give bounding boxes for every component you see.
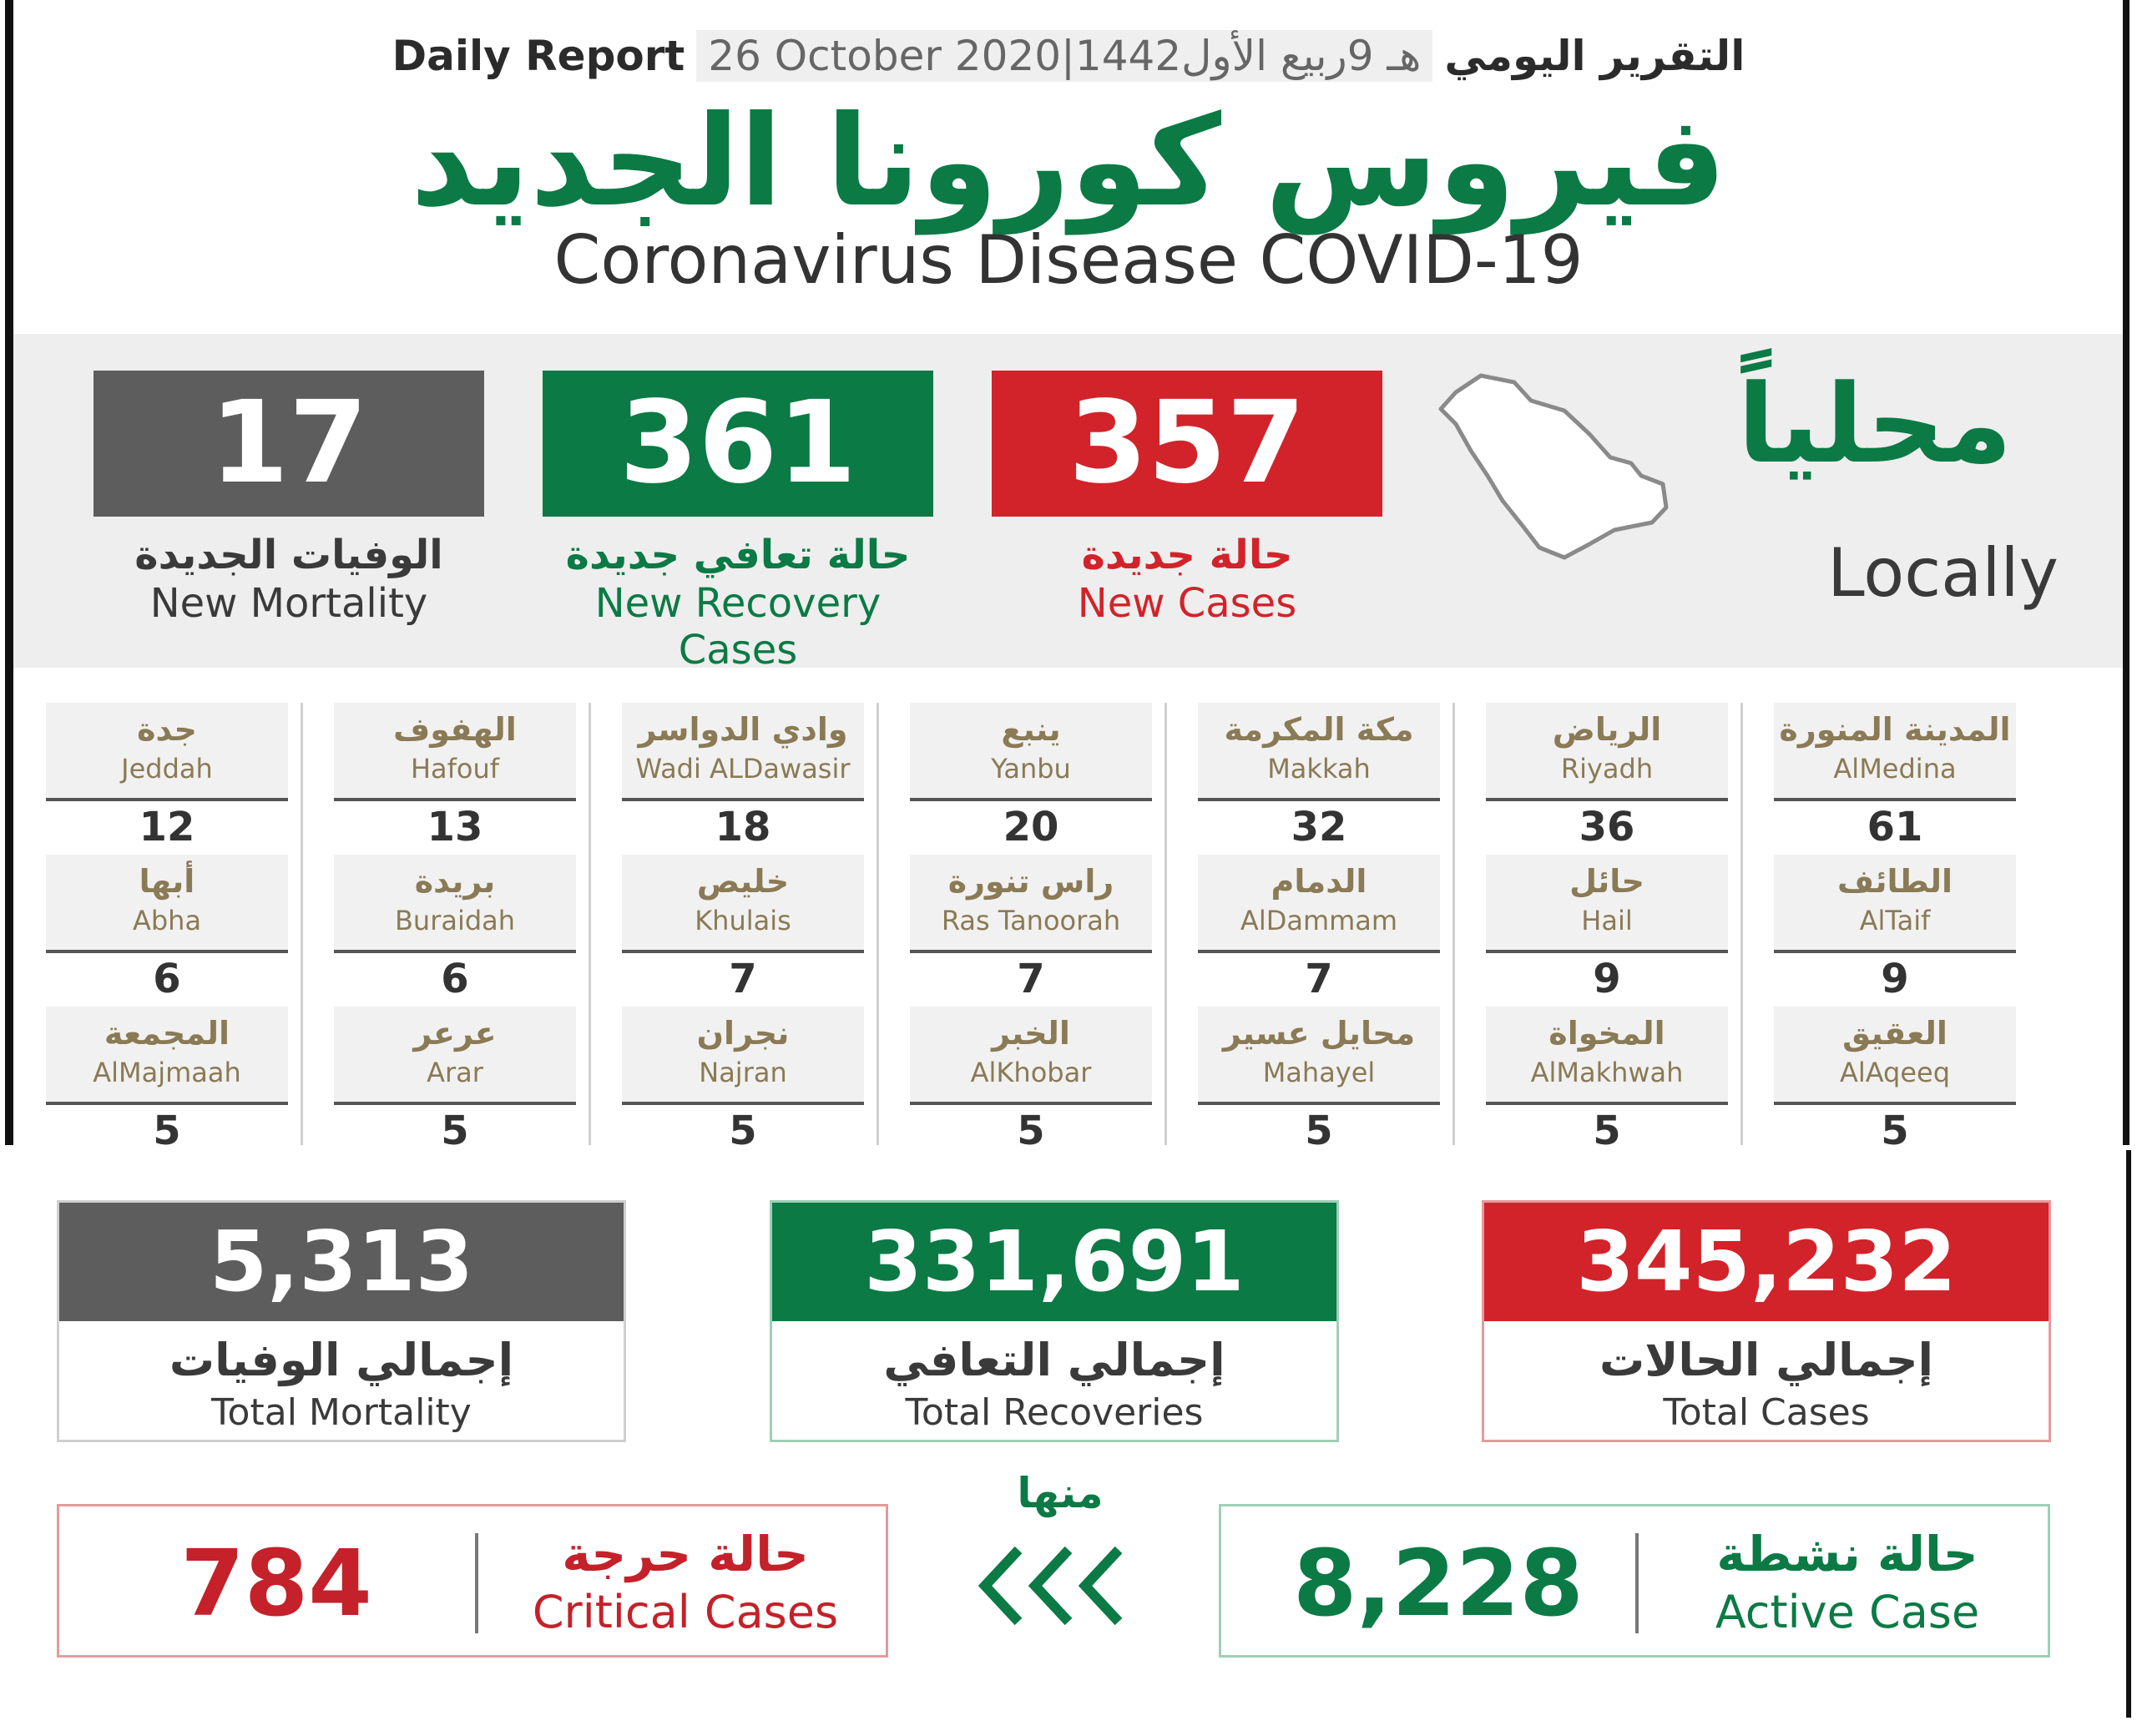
city-cell: [1486, 855, 1728, 1007]
grid-column-divider: [589, 703, 591, 1145]
daily-report-en: Daily Report: [392, 32, 685, 80]
city-name-en: Buraidah: [394, 905, 516, 936]
new-cases-value: 357: [992, 371, 1382, 517]
city-name-en: Makkah: [1267, 753, 1371, 785]
total-cases-label-ar: إجمالي الحالات: [1599, 1334, 1934, 1386]
triple-chevron-left-icon: [968, 1540, 1152, 1632]
city-name-box: [1486, 1007, 1728, 1105]
active-cases-card: [1219, 1504, 2050, 1658]
critical-cases-value: 784: [180, 1530, 372, 1637]
city-name-ar: المجمعة: [104, 1015, 230, 1052]
city-cell: [46, 703, 288, 855]
city-cell: [622, 1007, 864, 1145]
city-name-box: [910, 703, 1152, 801]
new-mortality-value: 17: [93, 371, 484, 517]
total-recoveries-value: 331,691: [772, 1203, 1336, 1321]
city-cell: [910, 1007, 1152, 1145]
city-cell: [622, 703, 864, 855]
city-cell: [1486, 1007, 1728, 1145]
locally-label-en: Locally: [1827, 534, 2059, 612]
city-name-en: AlAqeeq: [1839, 1057, 1951, 1088]
city-name-ar: المخواة: [1548, 1015, 1665, 1052]
total-cases-label-en: Total Cases: [1663, 1391, 1870, 1434]
grid-column-divider: [1452, 703, 1455, 1145]
city-name-box: [1486, 703, 1728, 801]
saudi-arabia-map-icon: [1422, 359, 1681, 576]
total-mortality-card: [57, 1200, 626, 1442]
active-cases-label-ar: حالة نشطة: [1716, 1526, 1978, 1582]
city-name-ar: حائل: [1569, 863, 1644, 900]
city-cell: [1198, 1007, 1440, 1145]
city-name-box: [1198, 703, 1440, 801]
city-case-count: 5: [1881, 1108, 1909, 1145]
city-name-box: [46, 855, 288, 953]
critical-cases-label-en: Critical Cases: [532, 1586, 839, 1638]
frame-line-right-lower: [2126, 1150, 2131, 1718]
city-name-box: [334, 855, 576, 953]
city-name-en: Hafouf: [410, 753, 500, 785]
total-cases-value: 345,232: [1484, 1203, 2049, 1321]
city-name-en: AlMajmaah: [93, 1057, 241, 1088]
city-case-count: 6: [441, 956, 469, 1002]
city-name-en: AlMedina: [1833, 753, 1957, 785]
city-name-box: [1774, 1007, 2016, 1105]
city-name-box: [1198, 855, 1440, 953]
city-name-ar: الرياض: [1552, 711, 1662, 748]
city-case-count: 5: [1593, 1108, 1621, 1145]
city-cell: [1774, 1007, 2016, 1145]
city-name-en: Mahayel: [1262, 1057, 1376, 1088]
city-cell: [46, 855, 288, 1007]
city-name-box: [1486, 855, 1728, 953]
city-name-en: Ras Tanoorah: [941, 905, 1121, 936]
city-name-ar: بريدة: [414, 863, 496, 900]
city-name-box: [1774, 855, 2016, 953]
of-which-label: منها: [1017, 1469, 1104, 1517]
grid-column-divider: [301, 703, 303, 1145]
new-cases-label-ar: حالة جديدة: [1081, 532, 1293, 578]
city-case-count: 18: [715, 804, 771, 850]
new-cases-label-en: New Cases: [1077, 580, 1297, 627]
critical-divider: [475, 1533, 478, 1633]
city-name-box: [622, 703, 864, 801]
city-name-ar: مكة المكرمة: [1224, 711, 1414, 748]
city-case-count: 7: [729, 956, 757, 1002]
new-recovery-value: 361: [543, 371, 933, 517]
city-name-en: AlMakhwah: [1530, 1057, 1684, 1088]
city-case-count: 20: [1003, 804, 1059, 850]
active-cases-label: [1672, 1523, 2023, 1640]
city-case-count: 9: [1881, 956, 1909, 1002]
city-name-en: Yanbu: [991, 753, 1071, 785]
active-cases-label-en: Active Case: [1715, 1586, 1980, 1638]
city-case-count: 6: [153, 956, 181, 1002]
city-case-count: 61: [1867, 804, 1923, 850]
grid-column-divider: [877, 703, 879, 1145]
report-header: [0, 30, 2137, 97]
new-cases-card: [992, 371, 1382, 627]
city-name-en: Jeddah: [121, 753, 213, 785]
total-recoveries-label-en: Total Recoveries: [905, 1391, 1204, 1434]
city-case-count: 32: [1291, 804, 1347, 850]
city-name-ar: الهفوف: [393, 711, 517, 748]
city-cell: [1486, 703, 1728, 855]
city-name-ar: المدينة المنورة: [1779, 711, 2011, 748]
total-cases-card: [1482, 1200, 2051, 1442]
city-name-box: [46, 1007, 288, 1105]
city-name-ar: محايل عسير: [1222, 1015, 1416, 1052]
city-name-box: [334, 703, 576, 801]
city-name-box: [622, 1007, 864, 1105]
city-name-en: Arar: [427, 1057, 483, 1088]
grid-column-divider: [1740, 703, 1743, 1145]
city-name-box: [46, 703, 288, 801]
city-case-count: 7: [1017, 956, 1045, 1002]
new-recovery-label-en: New Recovery Cases: [594, 580, 882, 674]
city-case-count: 13: [427, 804, 483, 850]
city-cell: [1774, 703, 2016, 855]
daily-report-ar: التقرير اليومي: [1444, 32, 1745, 80]
city-name-box: [1774, 703, 2016, 801]
new-recovery-card: [543, 371, 933, 674]
city-name-ar: راس تنورة: [947, 863, 1114, 900]
new-mortality-card: [93, 371, 484, 627]
city-cases-grid: [33, 703, 2104, 1145]
new-mortality-label-ar: الوفيات الجديدة: [134, 532, 443, 578]
city-name-ar: خليص: [696, 863, 790, 900]
city-name-en: AlTaif: [1859, 905, 1931, 936]
city-name-box: [1198, 1007, 1440, 1105]
city-name-box: [910, 855, 1152, 953]
city-case-count: 5: [1305, 1108, 1333, 1145]
city-case-count: 7: [1305, 956, 1333, 1002]
city-cell: [1198, 703, 1440, 855]
city-cell: [910, 703, 1152, 855]
new-mortality-label-en: New Mortality: [149, 580, 428, 627]
critical-cases-label: [510, 1523, 861, 1640]
locally-label-ar: محلياً: [1737, 361, 2013, 487]
city-name-en: Khulais: [695, 905, 791, 936]
city-name-ar: العقيق: [1842, 1015, 1948, 1052]
city-case-count: 12: [139, 804, 195, 850]
city-name-ar: ينبع: [1001, 711, 1061, 748]
city-name-ar: الخبر: [992, 1015, 1070, 1052]
city-cell: [622, 855, 864, 1007]
city-cell: [46, 1007, 288, 1145]
city-name-en: AlDammam: [1240, 905, 1398, 936]
city-name-ar: وادي الدواسر: [638, 711, 848, 748]
city-cell: [1774, 855, 2016, 1007]
city-name-en: Wadi ALDawasir: [635, 753, 851, 785]
city-case-count: 5: [441, 1108, 469, 1145]
city-name-en: AlKhobar: [970, 1057, 1092, 1088]
report-date: 26 October 2020|1442هـ 9ربيع الأول: [696, 30, 1432, 82]
critical-cases-card: [57, 1504, 888, 1658]
total-recoveries-card: [770, 1200, 1339, 1442]
total-recoveries-label-ar: إجمالي التعافي: [883, 1334, 1225, 1386]
city-case-count: 9: [1593, 956, 1621, 1002]
city-name-en: Najran: [699, 1057, 787, 1088]
locally-section: [13, 334, 2123, 674]
city-name-box: [334, 1007, 576, 1105]
new-recovery-label-ar: حالة تعافي جديدة: [565, 532, 911, 578]
active-divider: [1635, 1533, 1639, 1633]
city-cell: [334, 1007, 576, 1145]
city-name-ar: عرعر: [413, 1015, 497, 1052]
city-cell: [334, 855, 576, 1007]
city-cell: [1198, 855, 1440, 1007]
title-arabic: فيروس كورونا الجديد: [410, 89, 1727, 235]
city-case-count: 5: [153, 1108, 181, 1145]
city-name-box: [622, 855, 864, 953]
critical-cases-label-ar: حالة حرجة: [562, 1526, 809, 1582]
city-cell: [334, 703, 576, 855]
city-case-count: 5: [729, 1108, 757, 1145]
total-mortality-value: 5,313: [59, 1203, 624, 1321]
total-mortality-label-en: Total Mortality: [211, 1391, 472, 1434]
city-case-count: 36: [1579, 804, 1635, 850]
city-name-ar: الطائف: [1836, 863, 1953, 900]
city-case-count: 5: [1017, 1108, 1045, 1145]
title-english: Coronavirus Disease COVID-19: [553, 221, 1584, 299]
city-name-ar: جدة: [137, 711, 197, 748]
active-cases-value: 8,228: [1293, 1530, 1584, 1637]
total-mortality-label-ar: إجمالي الوفيات: [169, 1334, 514, 1386]
city-cell: [910, 855, 1152, 1007]
city-name-ar: الدمام: [1271, 863, 1367, 900]
grid-column-divider: [1164, 703, 1167, 1145]
city-name-ar: نجران: [696, 1015, 790, 1052]
city-name-en: Hail: [1581, 905, 1633, 936]
city-name-ar: أبها: [139, 863, 195, 900]
city-name-en: Abha: [132, 905, 202, 936]
city-name-box: [910, 1007, 1152, 1105]
city-name-en: Riyadh: [1560, 753, 1654, 785]
